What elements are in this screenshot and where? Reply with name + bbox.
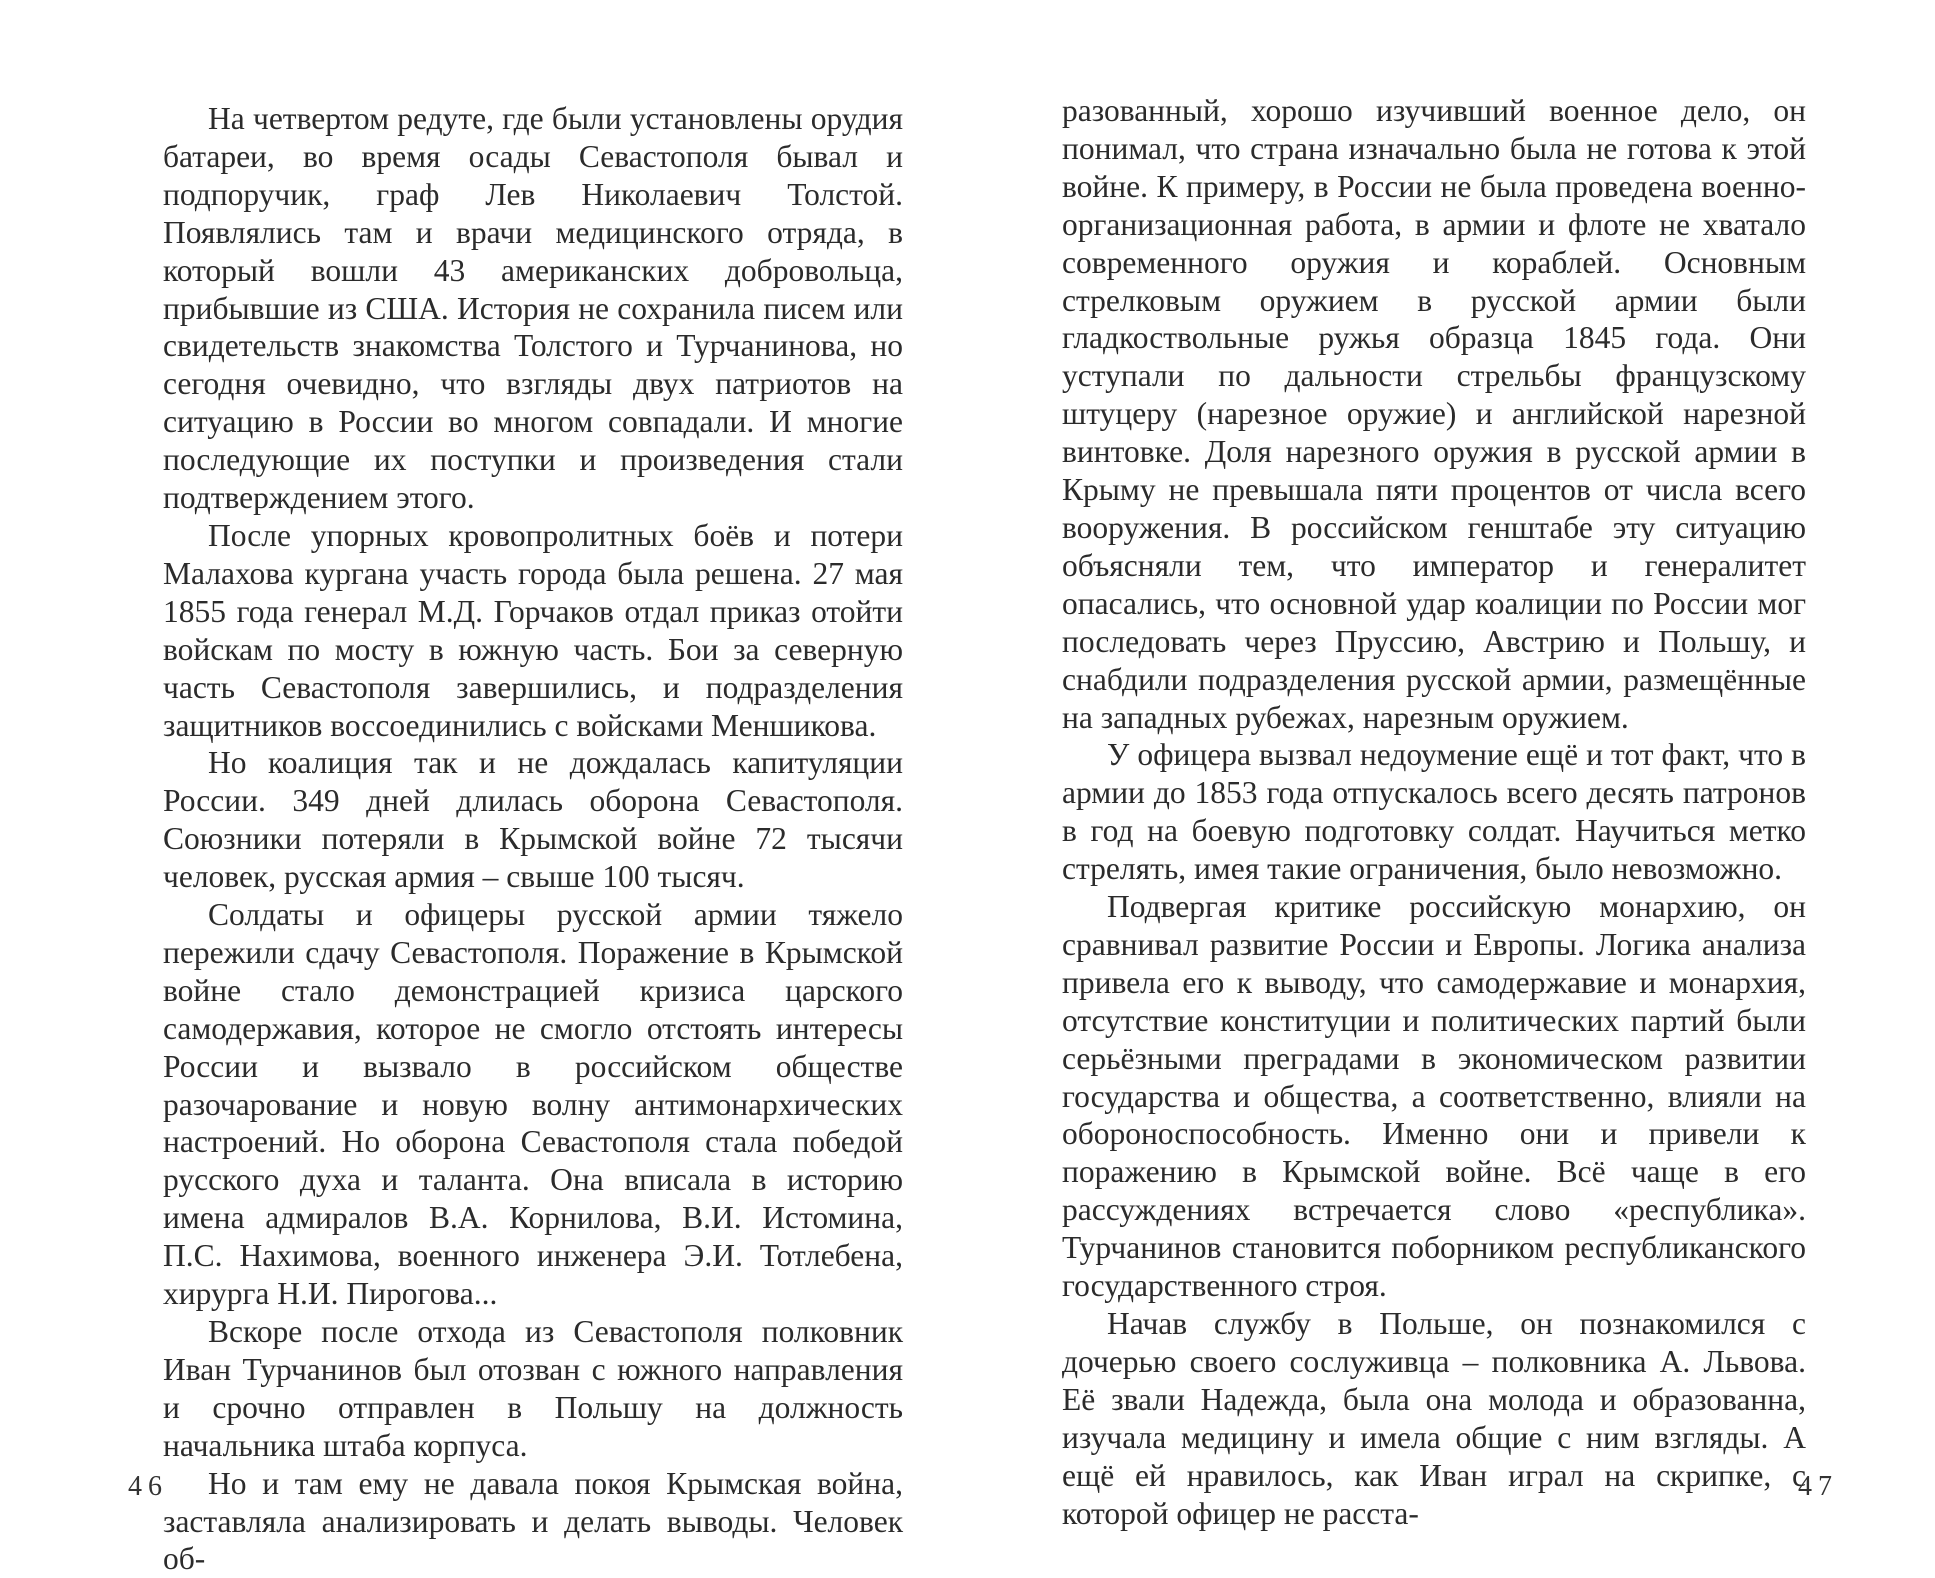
left-page xyxy=(0,0,968,1577)
paragraph: Но и там ему не давала покоя Крымская война, заставляла анализировать и делать выводы. Человек об- xyxy=(163,1465,903,1577)
paragraph: Солдаты и офицеры русской армии тяжело пережили сдачу Севастополя. Поражение в Крымской войне стало демонстрацией кризиса царского самодержавия, которое не смогло отстоять интересы России и вызвало в российском обществе разочарование и новую волну антимонархических настроений. Но оборона Севастополя стала победой русского духа и таланта. Она вписала в историю имена адмиралов В.А. Корнилова, В.И. Истомина, П.С. Нахимова, военного инженера Э.И. Тотлебена, хирурга Н.И. Пирогова... xyxy=(163,897,903,1312)
left-page-text xyxy=(163,100,903,1578)
paragraph: После упорных кровопролитных боёв и потери Малахова кургана участь города была решена. 27 мая 1855 года генерал М.Д. Горчаков отдал приказ отойти войскам по мосту в южную часть. Бои за северную часть Севастополя завершились, и подразделения защитников воссоединились с войсками Меншикова. xyxy=(163,517,903,743)
paragraph: Но коалиция так и не дождалась капитуляции России. 349 дней длилась оборона Севастополя. Союзники потеряли в Крымской войне 72 тысячи человек, русская армия – свыше 100 тысяч. xyxy=(163,745,903,895)
page-number: 46 xyxy=(128,1471,168,1502)
paragraph: На четвертом редуте, где были установлены орудия батареи, во время осады Севастополя бывал и подпоручик, граф Лев Николаевич Толстой. Появлялись там и врачи медицинского отряда, в который вошли 43 американских добровольца, прибывшие из США. История не сохранила писем или свидетельств знакомства Толстого и Турчанинова, но сегодня очевидно, что взгляды двух патриотов на ситуацию в России во многом совпадали. И многие последующие их поступки и произведения стали подтверждением этого. xyxy=(163,101,903,516)
continued-paragraph: разованный, хорошо изучивший военное дело, он понимал, что страна изначально была не готова к этой войне. К примеру, в России не была проведена военно-организационная работа, в армии и флоте не хватало современного оружия и кораблей. Основным стрелковым оружием в русской армии были гладкоствольные ружья образца 1845 года. Они уступали по дальности стрельбы французскому штуцеру (нарезное оружие) и английской нарезной винтовке. Доля нарезного оружия в русской армии в Крыму не превышала пяти процентов от числа всего вооружения. В российском генштабе эту ситуацию объясняли тем, что император и генералитет опасались, что основной удар коалиции по России мог последовать через Пруссию, Австрию и Польшу, и снабдили подразделения русской армии, размещённые на западных рубежах, нарезным оружием. xyxy=(1062,93,1806,735)
right-page-text xyxy=(1062,92,1806,1532)
paragraph: Подвергая критике российскую монархию, он сравнивал развитие России и Европы. Логика анализа привела его к выводу, что самодержавие и монархия, отсутствие конституции и политических партий были серьёзными преградами в экономическом развитии государства и общества, а соответственно, влияли на обороноспособность. Именно они и привели к поражению в Крымской войне. Всё чаще в его рассуждениях встречается слово «республика». Турчанинов становится поборником республиканского государственного строя. xyxy=(1062,889,1806,1304)
page-number: 47 xyxy=(1798,1471,1838,1502)
paragraph: У офицера вызвал недоумение ещё и тот факт, что в армии до 1853 года отпускалось всего десять патронов в год на боевую подготовку солдат. Научиться метко стрелять, имея такие ограничения, было невозможно. xyxy=(1062,737,1806,887)
paragraph: Начав службу в Польше, он познакомился с дочерью своего сослуживца – полковника А. Львова. Её звали Надежда, была она молода и образованна, изучала медицину и имела общие с ним взгляды. А ещё ей нравилось, как Иван играл на скрипке, с которой офицер не расста- xyxy=(1062,1306,1806,1531)
right-page xyxy=(968,0,1935,1541)
paragraph: Вскоре после отхода из Севастополя полковник Иван Турчанинов был отозван с южного направления и срочно отправлен в Польшу на должность начальника штаба корпуса. xyxy=(163,1314,903,1463)
